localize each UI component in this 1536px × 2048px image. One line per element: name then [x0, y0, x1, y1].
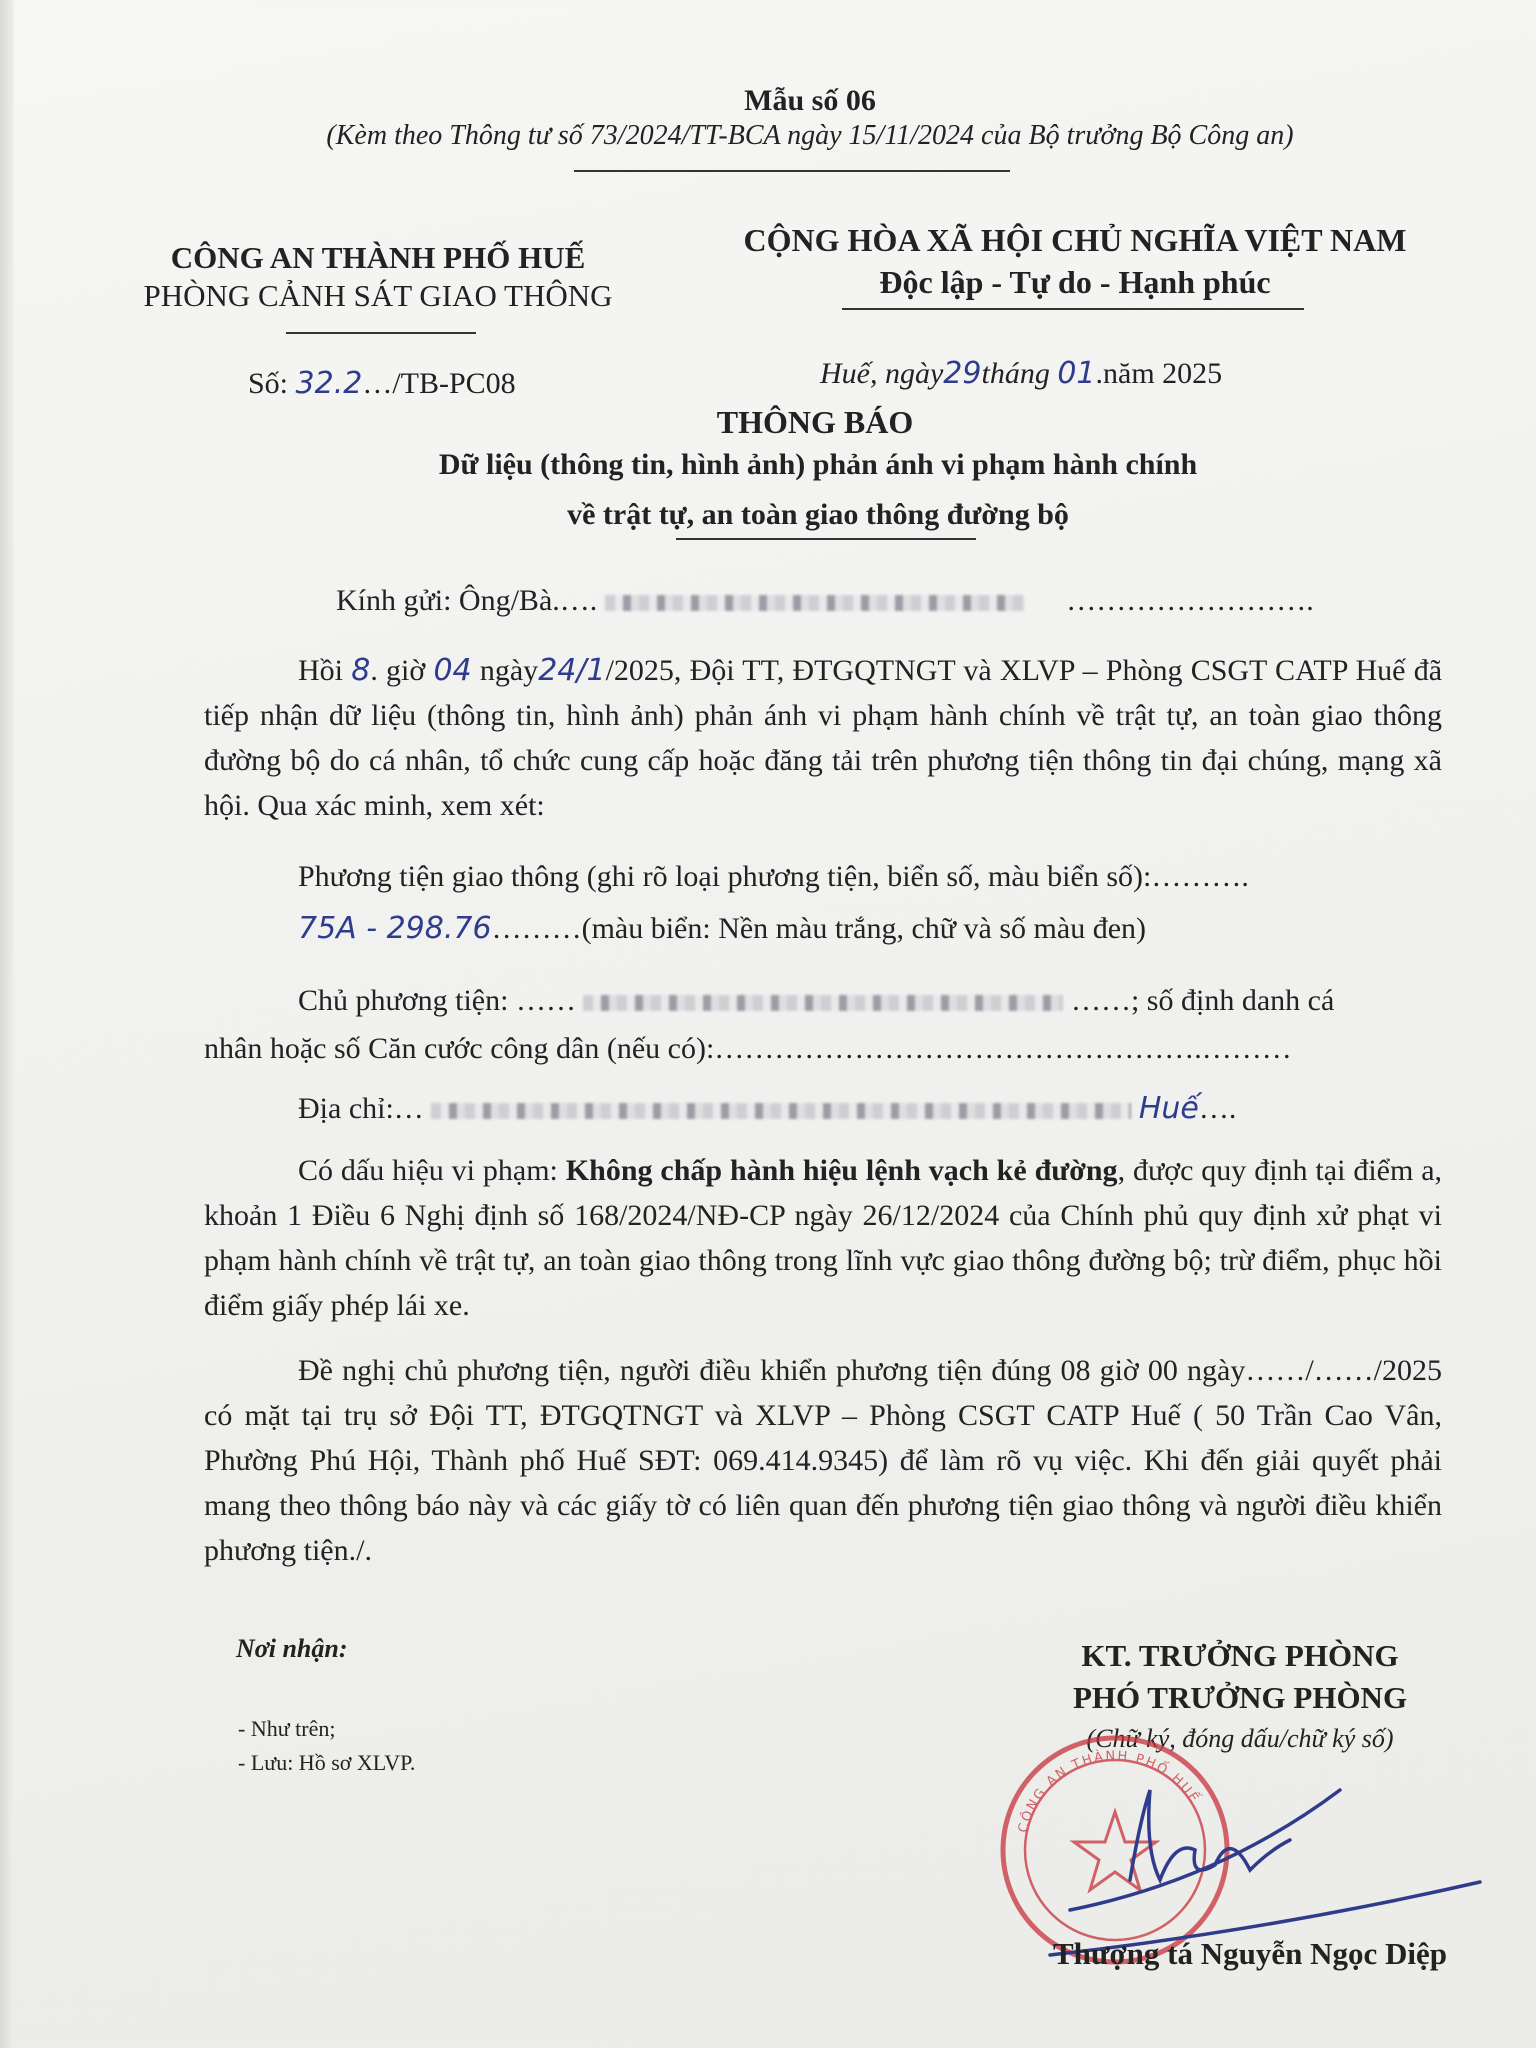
intro-date-handwritten: 24/1 [538, 653, 606, 688]
recipient-line: Kính gửi: Ông/Bà.…. ……………………. [336, 584, 1314, 617]
document-title: THÔNG BÁO [716, 404, 914, 440]
agency-underline [286, 332, 476, 334]
vehicle-plate-line: 75A - 298.76………(màu biển: Nền màu trắng, chữ và số màu đen) [298, 911, 1146, 946]
owner-line: Chủ phương tiện: …… ……; số định danh cá [298, 984, 1335, 1017]
violation-paragraph: Có dấu hiệu vi phạm: Không chấp hành hiệu lệnh vạch kẻ đường, được quy định tại điểm a, khoản 1 Điều 6 Nghị định số 168/2024/NĐ-CP ngày 26/12/2024 của Chính phủ quy định xử phạt vi phạm hành chính về trật tự, an toàn giao thông trong lĩnh vực giao thông đường bộ; trừ điểm, phục hồi điểm giấy phép lái xe. [204, 1154, 1443, 1322]
doc-number-handwritten: 32.2 [295, 366, 363, 401]
document-subtitle-1: Dữ liệu (thông tin, hình ảnh) phản ánh vi phạm hành chính [438, 448, 1198, 481]
recipient-item: - Như trên; [238, 1716, 336, 1741]
violation-type: Không chấp hành hiệu lệnh vạch kẻ đường [565, 1154, 1118, 1187]
signer-name: Thượng tá Nguyễn Ngọc Diệp [1052, 1936, 1448, 1971]
date-day-handwritten: 29 [943, 356, 982, 391]
redacted-recipient-name [605, 595, 1025, 611]
intro-paragraph: Hồi 8. giờ 04 ngày24/1/2025, Đội TT, ĐTGQTNGT và XLVP – Phòng CSGT CATP Huế đã tiếp nhận dữ liệu (thông tin, hình ảnh) phản ánh vi phạm hành chính về trật tự, an toàn giao thông đường bộ do cá nhân, tổ chức cung cấp hoặc đăng tải trên phương tiện thông tin đại chúng, mạng xã hội. Qua xác minh, xem xét: [204, 653, 1443, 822]
redacted-owner-name [583, 995, 1063, 1011]
date-month-handwritten: 01 [1057, 356, 1096, 391]
request-paragraph: Đề nghị chủ phương tiện, người điều khiển phương tiện đúng 08 giờ 00 ngày……/……/2025 có mặt tại trụ sở Đội TT, ĐTGQTNGT và XLVP – Phòng CSGT CATP Huế ( 50 Trần Cao Vân, Phường Phú Hội, Thành phố Huế SĐT: 069.414.9345) để làm rõ vụ việc. Khi đến giải quyết phải mang theo thông báo này và các giấy tờ có liên quan đến phương tiện giao thông và người điều khiển phương tiện./. [204, 1354, 1442, 1567]
signature-title-1: KT. TRƯỞNG PHÒNG [1081, 1638, 1399, 1673]
signature-note: (Chữ ký, đóng dấu/chữ ký số) [1086, 1724, 1394, 1753]
intro-minute-handwritten: 04 [433, 653, 472, 688]
signature-title-2: PHÓ TRƯỞNG PHÒNG [1072, 1680, 1408, 1715]
form-reference: (Kèm theo Thông tư số 73/2024/TT-BCA ngày 15/11/2024 của Bộ trưởng Bộ Công an) [326, 120, 1294, 151]
address-line: Địa chỉ:… Huế…. [298, 1091, 1237, 1126]
intro-hour-handwritten: 8 [351, 653, 371, 688]
agency-department: PHÒNG CẢNH SÁT GIAO THÔNG [143, 278, 613, 313]
address-handwritten: Huế [1138, 1091, 1199, 1126]
agency-parent: CÔNG AN THÀNH PHỐ HUẾ [170, 240, 586, 275]
official-stamp-and-signature [970, 1730, 1530, 1970]
document-subtitle-2: về trật tự, an toàn giao thông đường bộ [567, 498, 1069, 531]
stamp-text: CÔNG AN THÀNH PHỐ HUẾ [1015, 1748, 1203, 1835]
document-date: Huế, ngày29tháng 01.năm 2025 [820, 356, 1223, 391]
paper-edge [0, 0, 14, 2048]
redacted-address [431, 1103, 1131, 1119]
header-divider [574, 170, 1010, 172]
motto-underline [842, 308, 1304, 310]
recipients-title: Nơi nhận: [236, 1634, 348, 1663]
subtitle-underline [676, 538, 976, 540]
document-number: Số: 32.2…/TB-PC08 [248, 366, 516, 401]
vehicle-label: Phương tiện giao thông (ghi rõ loại phương tiện, biển số, màu biển số):………. [298, 860, 1249, 893]
vehicle-plate-handwritten: 75A - 298.76 [298, 911, 492, 946]
owner-id-line: nhân hoặc số Căn cước công dân (nếu có):………………………………………….……… [204, 1032, 1292, 1065]
nation-name: CỘNG HÒA XÃ HỘI CHỦ NGHĨA VIỆT NAM [743, 222, 1407, 258]
nation-motto: Độc lập - Tự do - Hạnh phúc [879, 264, 1271, 300]
recipients-list [238, 1712, 415, 1780]
recipient-item: - Lưu: Hồ sơ XLVP. [238, 1750, 416, 1775]
form-number: Mẫu số 06 [744, 84, 876, 117]
